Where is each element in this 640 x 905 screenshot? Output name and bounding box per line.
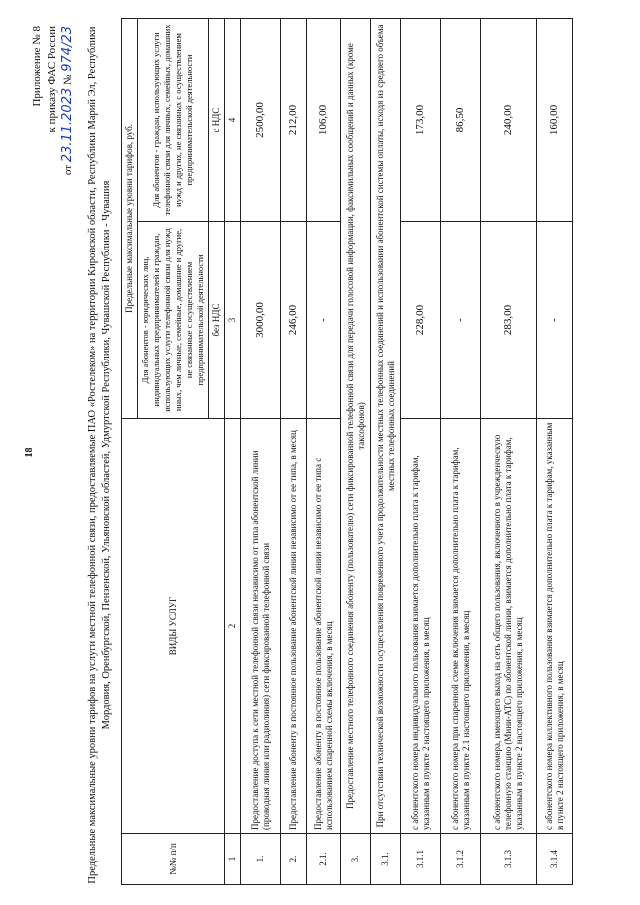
- date-prefix: от: [62, 164, 74, 176]
- row-tariff-citizens: 2500,00: [241, 19, 281, 222]
- row-number: 2.: [281, 834, 307, 885]
- index-cell: 1: [225, 834, 241, 885]
- index-cell: 4: [225, 19, 241, 222]
- row-tariff-citizens: 86,50: [441, 19, 481, 222]
- header-tariffs-group: Предельные максимальные уровни тарифов, руб.: [122, 19, 138, 419]
- index-cell: 3: [225, 222, 241, 419]
- row-tariff-citizens: 212,00: [281, 19, 307, 222]
- row-number: 3.1.1: [401, 834, 441, 885]
- row-number: 3.1.4: [537, 834, 573, 885]
- row-service-text: Предоставление местного телефонного соединения абоненту (пользователю) сети фиксированной телефонной связи для передачи голосовой информации, факсимильных сообщений и данных (кроме таксофонов): [341, 19, 371, 834]
- row-number: 3.1.3: [481, 834, 537, 885]
- appendix-order: к приказу ФАС России: [46, 26, 58, 133]
- appendix-date-line: [60, 26, 76, 175]
- row-tariff-legal: 283,00: [481, 222, 537, 419]
- table-row: [441, 19, 481, 885]
- page-number: 18: [24, 447, 35, 458]
- table-header-row: [122, 19, 138, 885]
- row-tariff-legal: -: [537, 222, 573, 419]
- row-service-text: с абонентского номера индивидуального пользования взимается дополнительно плата к тарифам, указанным в пункте 2 настоящего приложения, в месяц: [401, 419, 441, 834]
- table-row: [281, 19, 307, 885]
- header-citizens: Для абонентов - граждан, использующих услуги телефонной связи для личных, семейных, домашних нужд и других, не связанных с осуществлением предпринимательской деятельности: [138, 19, 209, 222]
- handwritten-number: 974/23: [60, 26, 75, 72]
- row-tariff-citizens: 240,00: [481, 19, 537, 222]
- document-title: Предельные максимальные уровни тарифов на услуги местной телефонной связи, предоставляемые ПАО «Ростелеком» на территории Кировской области, Республики Марий Эл, Республики Мордовия, Оренбургской, Пензенской, Ульяновской областей, Удмуртской Республики, Чувашской Республики - Чувашия: [87, 26, 112, 884]
- row-service-text: с абонентского номера, имеющего выход на сеть общего пользования, включенного в учрежденческую телефонную станцию (Мини-АТС) по абонентской линии, взимается дополнительно плата к тарифам, указанным в пункте 2 настоящего приложения, в месяц: [481, 419, 537, 834]
- row-tariff-citizens: 173,00: [401, 19, 441, 222]
- row-tariff-citizens: 106,00: [307, 19, 341, 222]
- row-service-text: Предоставление доступа к сети местной телефонной связи независимо от типа абонентской линии (проводная линия или радиолиния) сети фиксированной телефонной связи: [241, 419, 281, 834]
- row-service-text: При отсутствии технической возможности осуществления повременного учета продолжительности местных телефонных соединений и использовании абонентской системы оплаты, исходя из среднего объема местных телефонных соединений: [371, 19, 401, 834]
- row-service-text: с абонентского номера при спаренной схеме включения взимается дополнительно плата к тарифам, указанным в пункте 2.1 настоящего приложения, в месяц: [441, 419, 481, 834]
- number-label: №: [62, 74, 74, 85]
- table-row: [241, 19, 281, 885]
- row-tariff-legal: 246,00: [281, 222, 307, 419]
- row-service-text: Предоставление абоненту в постоянное пользование абонентской линии независимо от ее типа с использованием спаренной схемы включения, в месяц: [307, 419, 341, 834]
- row-service-text: с абонентского номера коллективного пользования взимается дополнительно плата к тарифам, указанным в пункте 2 настоящего приложения, в месяц: [537, 419, 573, 834]
- header-services: ВИДЫ УСЛУГ: [122, 419, 225, 834]
- header-legal: Для абонентов - юридических лиц, индивидуальных предпринимателей и граждан, использующих услуги телефонной связи для нужд иных, чем личные, семейные, домашние и другие, не связанные с осуществлением предпринимательской деятельности: [138, 222, 209, 419]
- row-tariff-legal: -: [307, 222, 341, 419]
- row-tariff-legal: -: [441, 222, 481, 419]
- row-tariff-citizens: 160,00: [537, 19, 573, 222]
- table-row: [481, 19, 537, 885]
- row-tariff-legal: 3000,00: [241, 222, 281, 419]
- header-vat-with: с НДС: [209, 19, 225, 222]
- row-number: 3.1.: [371, 834, 401, 885]
- header-num: №№ п/п: [122, 834, 225, 885]
- row-number: 1.: [241, 834, 281, 885]
- row-number: 2.1.: [307, 834, 341, 885]
- row-service-text: Предоставление абоненту в постоянное пользование абонентской линии независимо от ее типа, в месяц: [281, 419, 307, 834]
- appendix-header: [30, 26, 76, 175]
- table-row: [341, 19, 371, 885]
- tariff-table: [121, 18, 573, 885]
- table-index-row: [225, 19, 241, 885]
- table-row: [401, 19, 441, 885]
- index-cell: 2: [225, 419, 241, 834]
- appendix-title: Приложение № 8: [31, 26, 43, 107]
- table-row: [371, 19, 401, 885]
- header-vat-without: без НДС: [209, 222, 225, 419]
- table-row: [307, 19, 341, 885]
- row-number: 3.1.2: [441, 834, 481, 885]
- row-number: 3.: [341, 834, 371, 885]
- handwritten-date: 23.11.2023: [60, 87, 75, 163]
- table-row: [537, 19, 573, 885]
- row-tariff-legal: 228,00: [401, 222, 441, 419]
